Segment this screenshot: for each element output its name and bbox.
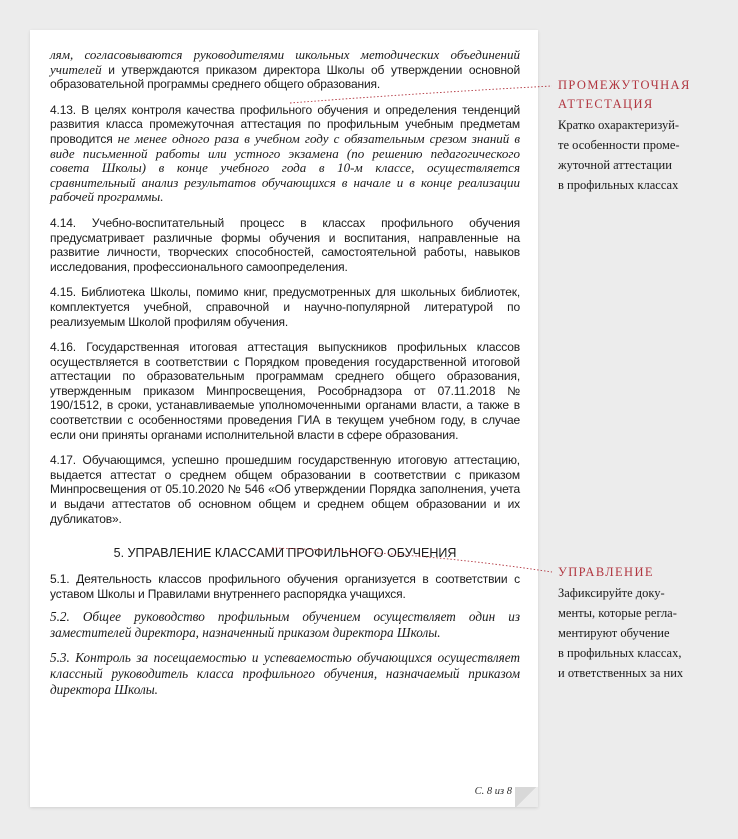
paragraph-5-1: 5.1. Деятельность классов профильного обучения организуется в соответствии с уставом Школы и Правилами внутреннего распорядка учащихся. xyxy=(50,572,520,601)
intro-italic: лям, согласовываются руководителями школьных методических объединений учителей xyxy=(50,47,520,77)
note-heading xyxy=(558,76,728,114)
paragraph-5-3: 5.3. Контроль за посещаемостью и успеваемостью обучающихся осуществляет классный руководитель класса профильного обучения, назначаемый приказом директора Школы. xyxy=(50,650,520,698)
intro-rest: и утверждаются приказом директора Школы об утверждении основной образовательной программы среднего общего образования. xyxy=(50,62,520,92)
note-line: ментируют обучение xyxy=(558,626,670,640)
note-line: те особенности проме- xyxy=(558,138,680,152)
margin-note-management xyxy=(558,563,728,683)
note-line: жуточной аттестации xyxy=(558,158,672,172)
paragraph-5-2: 5.2. Общее руководство профильным обучением осуществляет один из заместителей директора, назначенный приказом директора Школы. xyxy=(50,609,520,641)
paragraph-4-16: 4.16. Государственная итоговая аттестация выпускников профильных классов осуществляется в соответствии с Порядком проведения государственной итоговой аттестации по образовательным программам среднего общего образования, утвержденным приказом Минпросвещения, Рособрнадзора от 07.11.2018 № 190/1512, в сроки, устанавливаемые уполномоченными органами власти, а также в соответствии с особенностями проведения ГИА в текущем учебном году, в случае если они приняты органами исполнительной власти в сфере образования. xyxy=(50,340,520,442)
note-line: в профильных классах, xyxy=(558,646,682,660)
note-body xyxy=(558,115,728,195)
note-heading-line: ПРОМЕЖУТОЧНАЯ xyxy=(558,78,691,92)
note-line: менты, которые регла- xyxy=(558,606,677,620)
paragraph-4-17: 4.17. Обучающимся, успешно прошедшим государственную итоговую аттестацию, выдается аттестат о среднем общем образовании в соответствии с приказом Минпросвещения от 05.10.2020 № 546 «Об утверждении Порядка заполнения, учета и выдачи аттестатов об основном общем и среднем общем образовании и их дубликатов». xyxy=(50,453,520,526)
note-heading-line: АТТЕСТАЦИЯ xyxy=(558,97,654,111)
paragraph-4-13-text: 4.13. В целях контроля качества профильного обучения и определения тенденций развития класса промежуточная аттестация по профильным учебным предметам проводится xyxy=(50,102,520,146)
note-line: в профильных классах xyxy=(558,178,679,192)
section-5-title: 5. УПРАВЛЕНИЕ КЛАССАМИ ПРОФИЛЬНОГО ОБУЧЕНИЯ xyxy=(113,546,457,561)
paragraph-4-14: 4.14. Учебно-воспитательный процесс в классах профильного обучения предусматривает различные формы обучения и воспитания, направленные на развитие личности, творческих способностей, самостоятельной работы, навыков исследования, профессионального самоопределения. xyxy=(50,215,520,274)
page-number: С. 8 из 8 xyxy=(474,786,512,797)
paragraph-4-15: 4.15. Библиотека Школы, помимо книг, предусмотренных для школьных библиотек, комплектуется учебной, справочной и научно-популярной литературой по реализуемым Школой профилям обучения. xyxy=(50,285,520,329)
note-line: Кратко охарактеризуй- xyxy=(558,118,680,132)
note-line: и ответственных за них xyxy=(558,666,684,680)
margin-note-attestation xyxy=(558,76,728,195)
note-heading xyxy=(558,563,728,582)
note-heading-line: УПРАВЛЕНИЕ xyxy=(558,565,654,579)
note-body xyxy=(558,583,728,683)
note-line: Зафиксируйте доку- xyxy=(558,586,665,600)
leader-line-management xyxy=(272,548,552,572)
paragraph-4-13-italic: не менее одного раза в учебном году с обязательным срезом знаний в виде письменной работы или устного экзамена (по решению педагогического совета Школы) в конце учебного года в 10-м классе, осуществляется сравнительный анализ результатов обучающихся в начале и в конце реализации рабочей программы. xyxy=(50,130,520,205)
leader-line-attestation xyxy=(290,86,552,103)
